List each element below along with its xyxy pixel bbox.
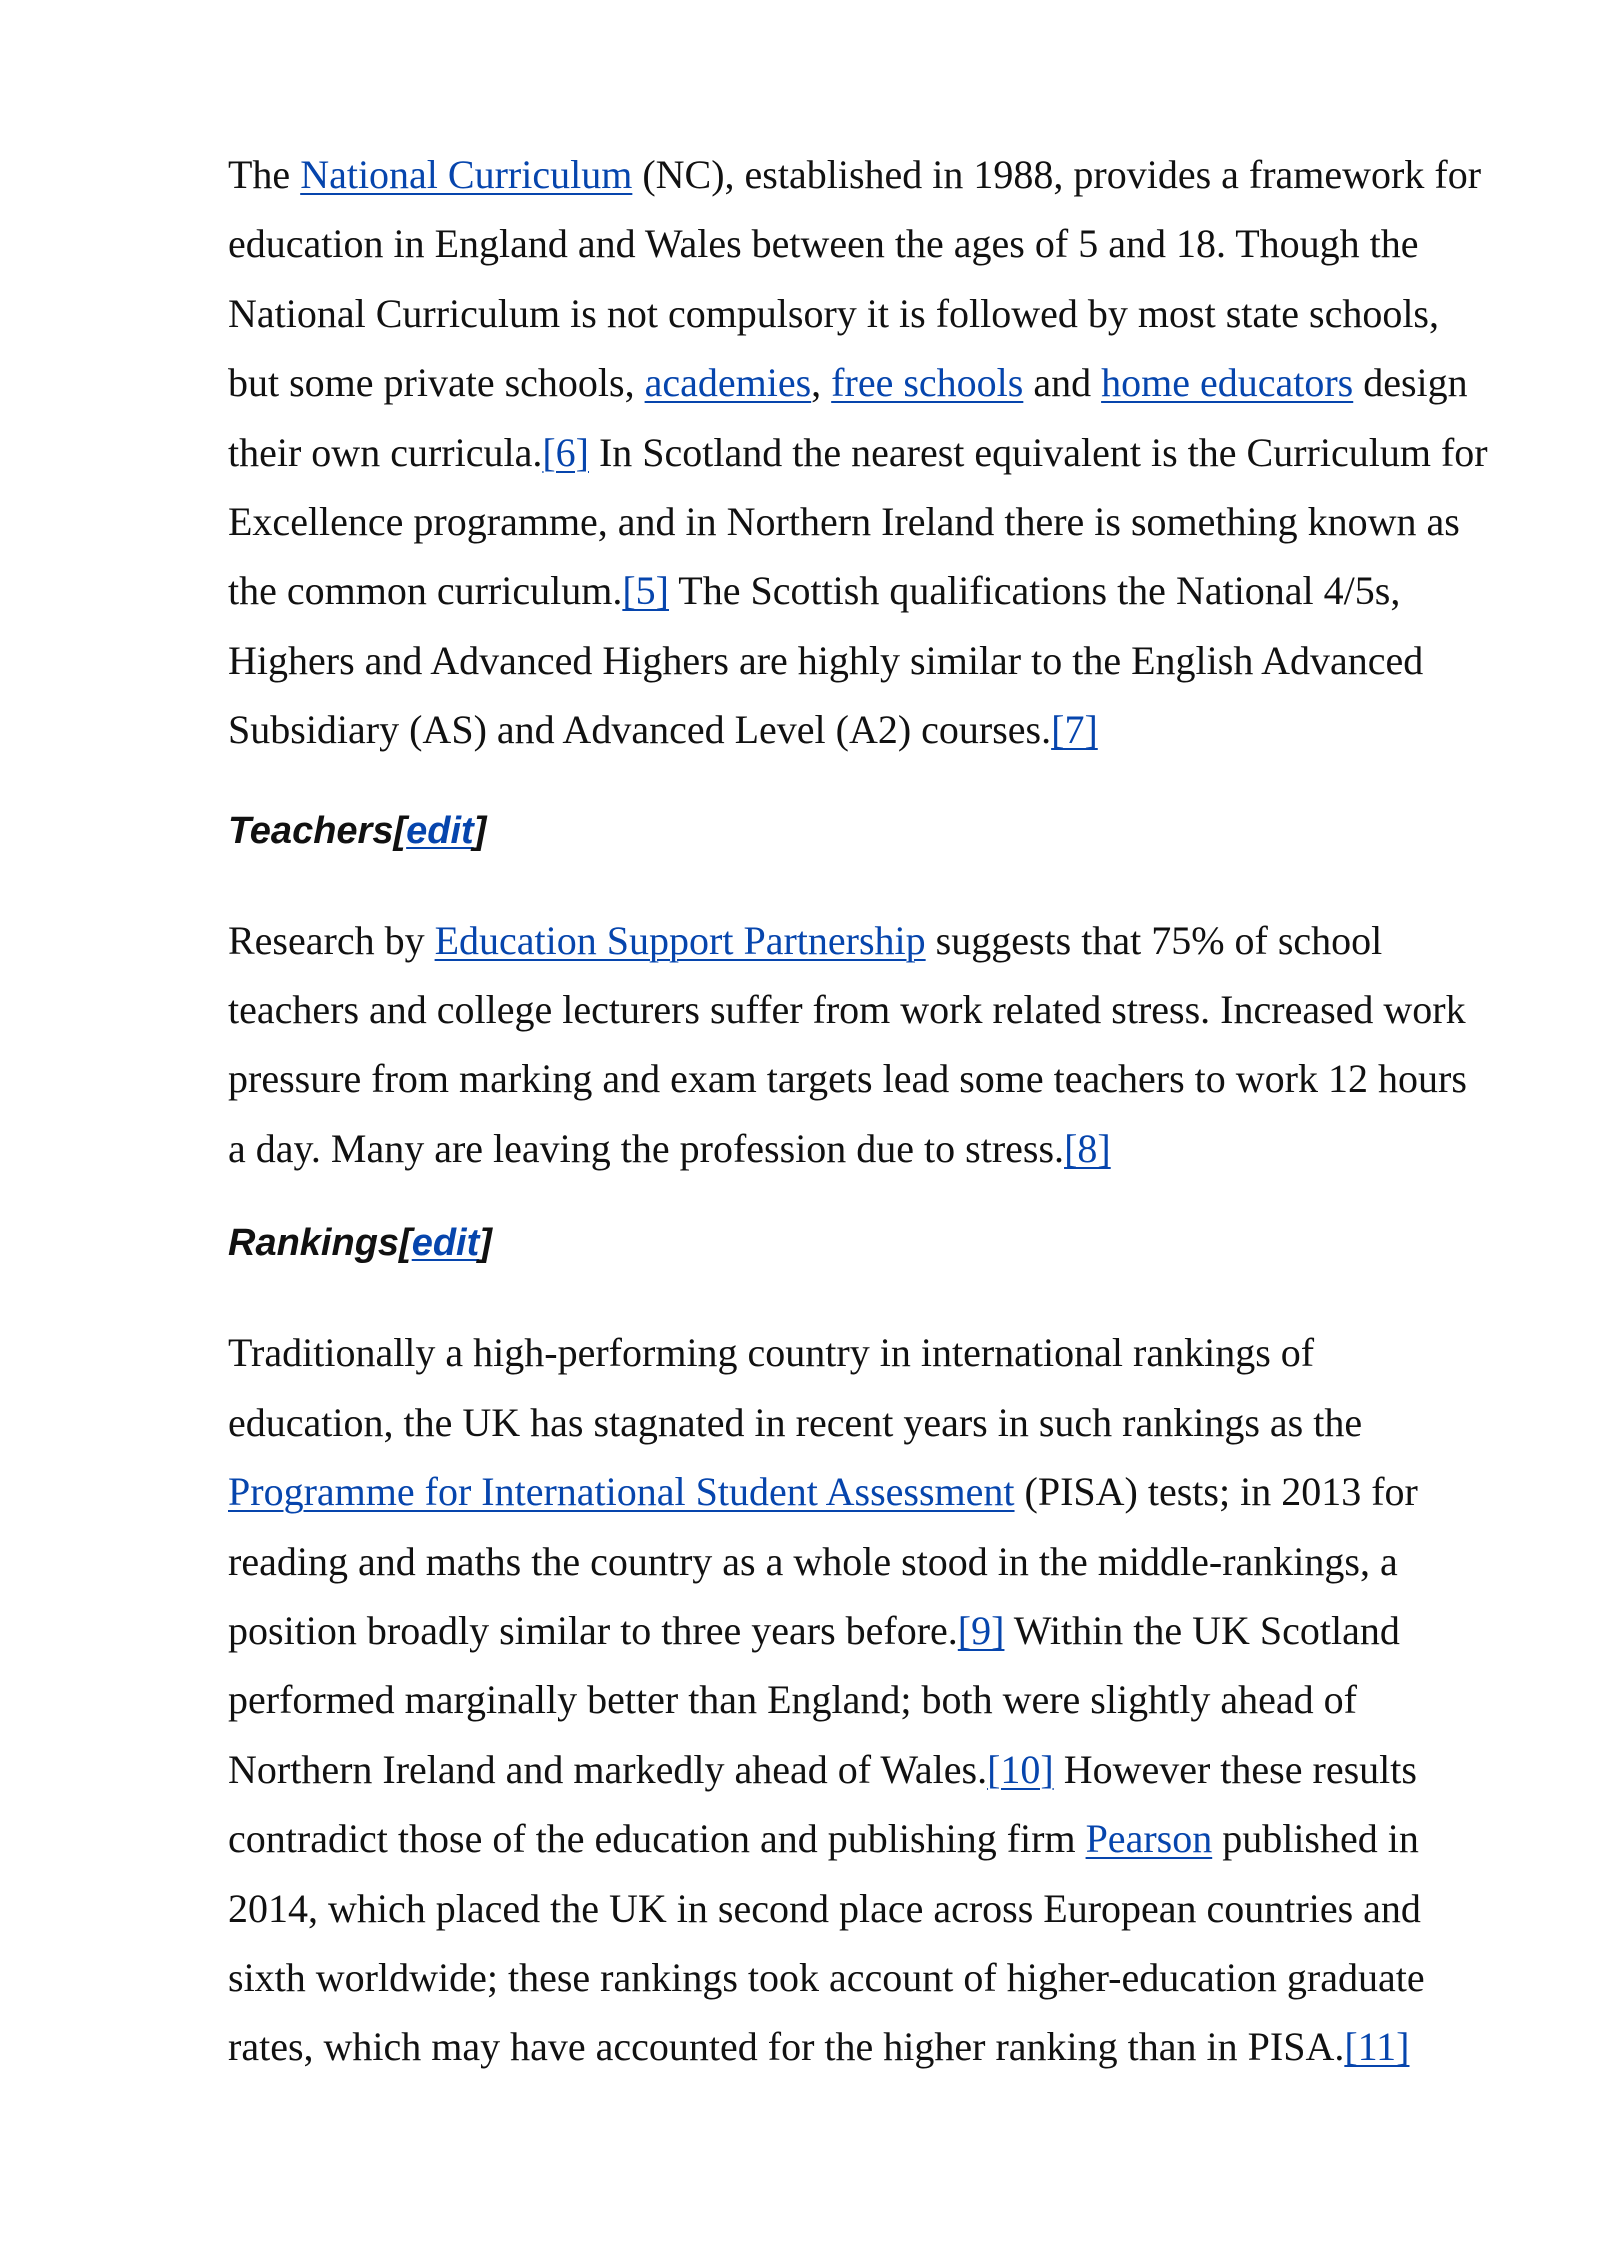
bracket-open: [ [393,809,407,852]
citation-10-link[interactable]: [10] [987,1746,1054,1792]
academies-link[interactable]: academies [644,360,812,406]
citation-6-link[interactable]: [6] [542,429,589,475]
article-body [228,140,1488,2082]
teachers-section-heading [228,801,1488,861]
text-run: Traditionally a high-performing country in international rankings of education, the UK has stagnated in recent years in such rankings as the [228,1330,1363,1445]
text-run: The Scottish qualifications the National 4/5s, Highers and Advanced Highers are highly similar to the English Advanced Subsidiary (AS) and Advanced Level (A2) courses. [228,568,1424,753]
citation-7-link[interactable]: [7] [1051,707,1098,753]
text-run: However these results contradict those of the education and publishing firm [228,1746,1417,1862]
text-run: design their own curricula. [228,360,1468,475]
heading-text: Rankings [228,1222,400,1265]
citation-8-link[interactable]: [8] [1064,1125,1111,1171]
pearson-link[interactable]: Pearson [1085,1816,1213,1862]
rankings-paragraph [228,1318,1488,2081]
national-curriculum-link[interactable]: National Curriculum [300,152,633,197]
edit-teachers-link[interactable]: edit [406,809,474,852]
text-run: published in 2014, which placed the UK in second place across European countries and sixth worldwide; these rankings took account of higher-education graduate rates, which may have accounted for the higher ranking than in PISA. [228,1816,1425,2070]
text-run: , [811,360,832,406]
text-run: In Scotland the nearest equivalent is the Curriculum for Excellence programme, and in Northern Ireland there is something known as the common curriculum. [228,429,1488,614]
text-run: Within the UK Scotland performed marginally better than England; both were slightly ahead of Northern Ireland and markedly ahead of Wales. [228,1607,1400,1792]
teachers-paragraph [228,906,1488,1184]
education-support-partnership-link[interactable]: Education Support Partnership [434,917,926,963]
text-run: (PISA) tests; in 2013 for reading and maths the country as a whole stood in the middle-rankings, a position broadly similar to three years before. [228,1469,1418,1653]
text-run: Research by [228,917,435,963]
pisa-link[interactable]: Programme for International Student Assessment [228,1469,1015,1515]
citation-5-link[interactable]: [5] [622,568,669,614]
text-run: (NC), established in 1988, provides a framework for education in England and Wales between the ages of 5 and 18. Though the National Curriculum is not compulsory it is followed by most state schools, but some private schools, [228,152,1482,406]
curriculum-paragraph [228,140,1488,765]
bracket-open: [ [399,1222,412,1265]
edit-rankings-link[interactable]: edit [411,1222,480,1265]
bracket-close: ] [473,809,487,852]
text-run: and [1023,360,1102,406]
free-schools-link[interactable]: free schools [831,360,1024,406]
bracket-close: ] [479,1222,492,1265]
home-educators-link[interactable]: home educators [1101,360,1354,406]
text-run: The [228,152,301,197]
text-run: suggests that 75% of school teachers and college lecturers suffer from work related stress. Increased work pressure from marking and exam targets lead some teachers to work 12 hours a day. Many are leaving the profession due to stress. [228,917,1467,1171]
citation-11-link[interactable]: [11] [1344,2024,1410,2070]
heading-text: Teachers [228,809,394,852]
rankings-section-heading [228,1213,1488,1273]
citation-9-link[interactable]: [9] [957,1607,1005,1653]
